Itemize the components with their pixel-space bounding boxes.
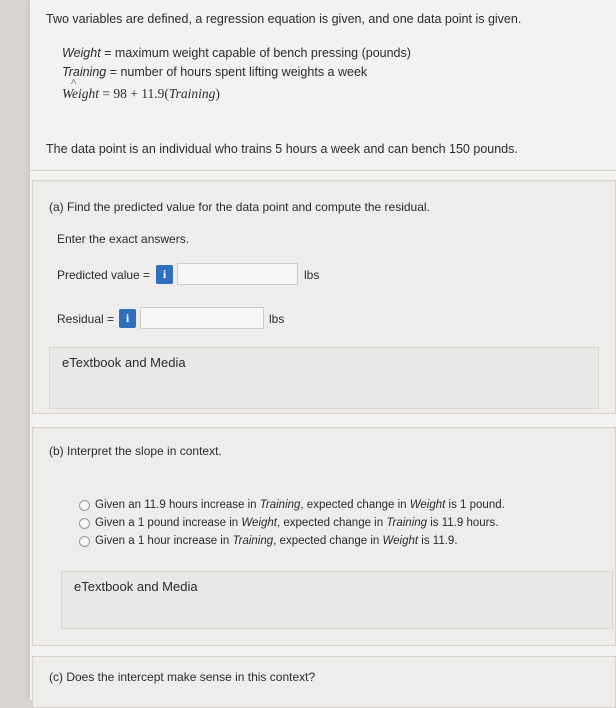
slope-option-3[interactable] bbox=[79, 535, 458, 547]
datapoint-text: The data point is an individual who trains 5 hours a week and can bench 150 pounds. bbox=[46, 142, 518, 156]
option-text bbox=[95, 499, 505, 511]
equation-rhs-suffix: ) bbox=[215, 86, 220, 101]
weight-def: = maximum weight capable of bench pressing (pounds) bbox=[100, 46, 411, 60]
part-a-title: (a) Find the predicted value for the data point and compute the residual. bbox=[49, 200, 430, 214]
option-variable: Weight bbox=[382, 535, 419, 547]
section-divider bbox=[30, 170, 616, 171]
option-text-part: , expected change in bbox=[277, 517, 387, 529]
option-variable: Weight bbox=[409, 499, 446, 511]
equation-rhs-prefix: = 98 + 11.9( bbox=[99, 86, 169, 101]
question-page bbox=[30, 0, 616, 700]
part-a-card bbox=[32, 180, 616, 414]
training-term: Training bbox=[62, 65, 107, 79]
option-text-part: is 11.9 hours. bbox=[427, 517, 499, 529]
option-text bbox=[95, 517, 498, 529]
part-b-title: (b) Interpret the slope in context. bbox=[49, 444, 222, 458]
slope-option-2[interactable] bbox=[79, 517, 498, 529]
option-variable: Training bbox=[232, 535, 274, 547]
option-text-part: , expected change in bbox=[300, 499, 410, 511]
residual-unit: lbs bbox=[269, 312, 285, 326]
option-text bbox=[95, 535, 458, 547]
weight-term: Weight bbox=[62, 46, 101, 60]
radio-button[interactable] bbox=[79, 500, 90, 511]
option-variable: Training bbox=[386, 517, 428, 529]
predicted-value-label: Predicted value = bbox=[57, 268, 151, 282]
equation-lhs-text: Weight bbox=[62, 86, 99, 101]
weight-definition bbox=[62, 44, 411, 63]
option-text-part: Given a 1 hour increase in bbox=[95, 535, 233, 547]
option-variable: Training bbox=[259, 499, 301, 511]
part-b-etextbook-link[interactable]: eTextbook and Media bbox=[61, 571, 613, 629]
part-c-card bbox=[32, 656, 616, 708]
equation-lhs bbox=[62, 77, 99, 102]
option-text-part: , expected change in bbox=[273, 535, 383, 547]
residual-input[interactable] bbox=[140, 307, 264, 329]
option-text-part: Given an 11.9 hours increase in bbox=[95, 499, 260, 511]
hat-symbol: ^ bbox=[71, 77, 77, 89]
predicted-unit: lbs bbox=[304, 268, 320, 282]
residual-info-icon[interactable]: i bbox=[119, 309, 136, 328]
residual-label: Residual = bbox=[57, 312, 115, 326]
slope-option-1[interactable] bbox=[79, 499, 505, 511]
option-text-part: Given a 1 pound increase in bbox=[95, 517, 242, 529]
equation-rhs-var: Training bbox=[168, 86, 216, 101]
predicted-value-input[interactable] bbox=[177, 263, 298, 285]
intro-text: Two variables are defined, a regression equation is given, and one data point is given. bbox=[46, 12, 522, 26]
part-c-title: (c) Does the intercept make sense in this context? bbox=[49, 670, 316, 684]
training-definition bbox=[62, 63, 411, 82]
regression-equation bbox=[62, 77, 220, 102]
option-text-part: is 1 pound. bbox=[445, 499, 505, 511]
training-def: = number of hours spent lifting weights a week bbox=[106, 65, 368, 79]
variable-definitions bbox=[62, 44, 411, 82]
part-b-card bbox=[32, 427, 616, 646]
radio-button[interactable] bbox=[79, 536, 90, 547]
part-a-etextbook-link[interactable]: eTextbook and Media bbox=[49, 347, 599, 409]
part-a-instruction: Enter the exact answers. bbox=[57, 232, 190, 246]
radio-button[interactable] bbox=[79, 518, 90, 529]
predicted-info-icon[interactable]: i bbox=[156, 265, 173, 284]
option-variable: Weight bbox=[241, 517, 277, 529]
option-text-part: is 11.9. bbox=[418, 535, 458, 547]
